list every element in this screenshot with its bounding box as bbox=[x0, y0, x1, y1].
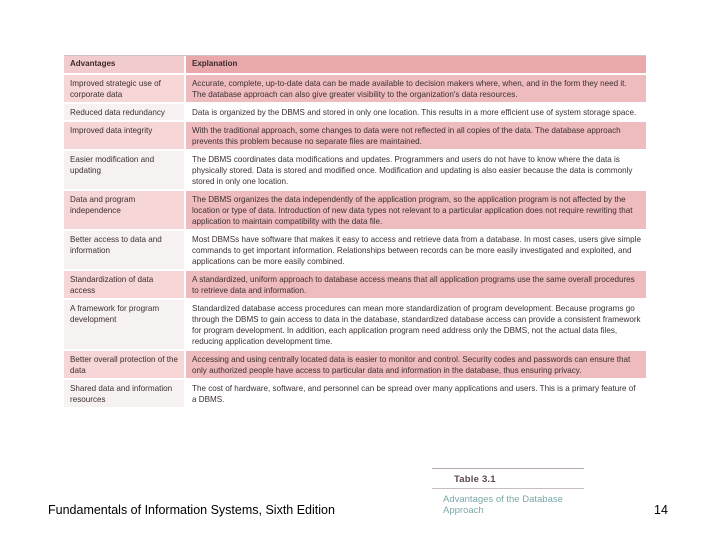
advantage-cell: Improved data integrity bbox=[64, 122, 186, 151]
advantage-cell: A framework for program development bbox=[64, 300, 186, 351]
column-header-explanation: Explanation bbox=[186, 56, 646, 75]
footer-book-title: Fundamentals of Information Systems, Sixth Edition bbox=[48, 503, 335, 517]
table-row bbox=[64, 191, 646, 231]
explanation-cell: The DBMS organizes the data independently of the application program, so the application program is not affected by the location or type of data. Introduction of new data types not relevant to a particular application does not require rewriting that application to maintain compatibility with the data file. bbox=[186, 191, 646, 231]
table-row bbox=[64, 300, 646, 351]
table-row bbox=[64, 104, 646, 122]
advantage-cell: Data and program independence bbox=[64, 191, 186, 231]
advantages-table-figure bbox=[64, 55, 646, 409]
caption-divider bbox=[432, 488, 584, 489]
caption-divider bbox=[432, 468, 584, 469]
advantage-cell: Shared data and information resources bbox=[64, 380, 186, 409]
explanation-cell: Accessing and using centrally located data is easier to monitor and control. Security codes and passwords can ensure that only authorized people have access to particular data and information in the database, thus ensuring privacy. bbox=[186, 351, 646, 380]
table-row bbox=[64, 271, 646, 300]
explanation-cell: The cost of hardware, software, and personnel can be spread over many applications and users. This is a primary feature of a DBMS. bbox=[186, 380, 646, 409]
table-row bbox=[64, 122, 646, 151]
explanation-cell: A standardized, uniform approach to database access means that all application programs use the same overall procedures to retrieve data and information. bbox=[186, 271, 646, 300]
explanation-cell: With the traditional approach, some changes to data were not reflected in all copies of the data. The database approach prevents this problem because no separate files are maintained. bbox=[186, 122, 646, 151]
explanation-cell: The DBMS coordinates data modifications and updates. Programmers and users do not have to know where the data is physically stored. Data is stored and modified once. Modification and updating is also easier because the data is commonly stored in only one location. bbox=[186, 151, 646, 191]
table-row bbox=[64, 231, 646, 271]
table-caption bbox=[432, 468, 592, 523]
advantage-cell: Standardization of data access bbox=[64, 271, 186, 300]
advantage-cell: Easier modification and updating bbox=[64, 151, 186, 191]
column-header-advantages: Advantages bbox=[64, 56, 186, 75]
advantage-cell: Improved strategic use of corporate data bbox=[64, 75, 186, 104]
page-number: 14 bbox=[654, 503, 668, 517]
advantage-cell: Reduced data redundancy bbox=[64, 104, 186, 122]
explanation-cell: Accurate, complete, up-to-date data can be made available to decision makers where, when, and in the form they need it. The database approach can also give greater visibility to the organization's data resources. bbox=[186, 75, 646, 104]
explanation-cell: Most DBMSs have software that makes it easy to access and retrieve data from a database. In most cases, users give simple commands to get important information. Relationships between records can be more easily investigated and exploited, and applications can be more easily combined. bbox=[186, 231, 646, 271]
table-number-label: Table 3.1 bbox=[454, 474, 496, 485]
advantages-table bbox=[64, 56, 646, 409]
table-row bbox=[64, 151, 646, 191]
advantage-cell: Better access to data and information bbox=[64, 231, 186, 271]
table-header-row bbox=[64, 56, 646, 75]
explanation-cell: Data is organized by the DBMS and stored in only one location. This results in a more efficient use of system storage space. bbox=[186, 104, 646, 122]
table-row bbox=[64, 351, 646, 380]
explanation-cell: Standardized database access procedures can mean more standardization of program development. Because programs go through the DBMS to gain access to data in the database, standardized database access can provide a consistent framework for program development. In addition, each application program need address only the DBMS, not the actual data files, reducing application development time. bbox=[186, 300, 646, 351]
table-row bbox=[64, 380, 646, 409]
table-row bbox=[64, 75, 646, 104]
table-caption-title: Advantages of the Database Approach bbox=[443, 494, 563, 516]
advantage-cell: Better overall protection of the data bbox=[64, 351, 186, 380]
